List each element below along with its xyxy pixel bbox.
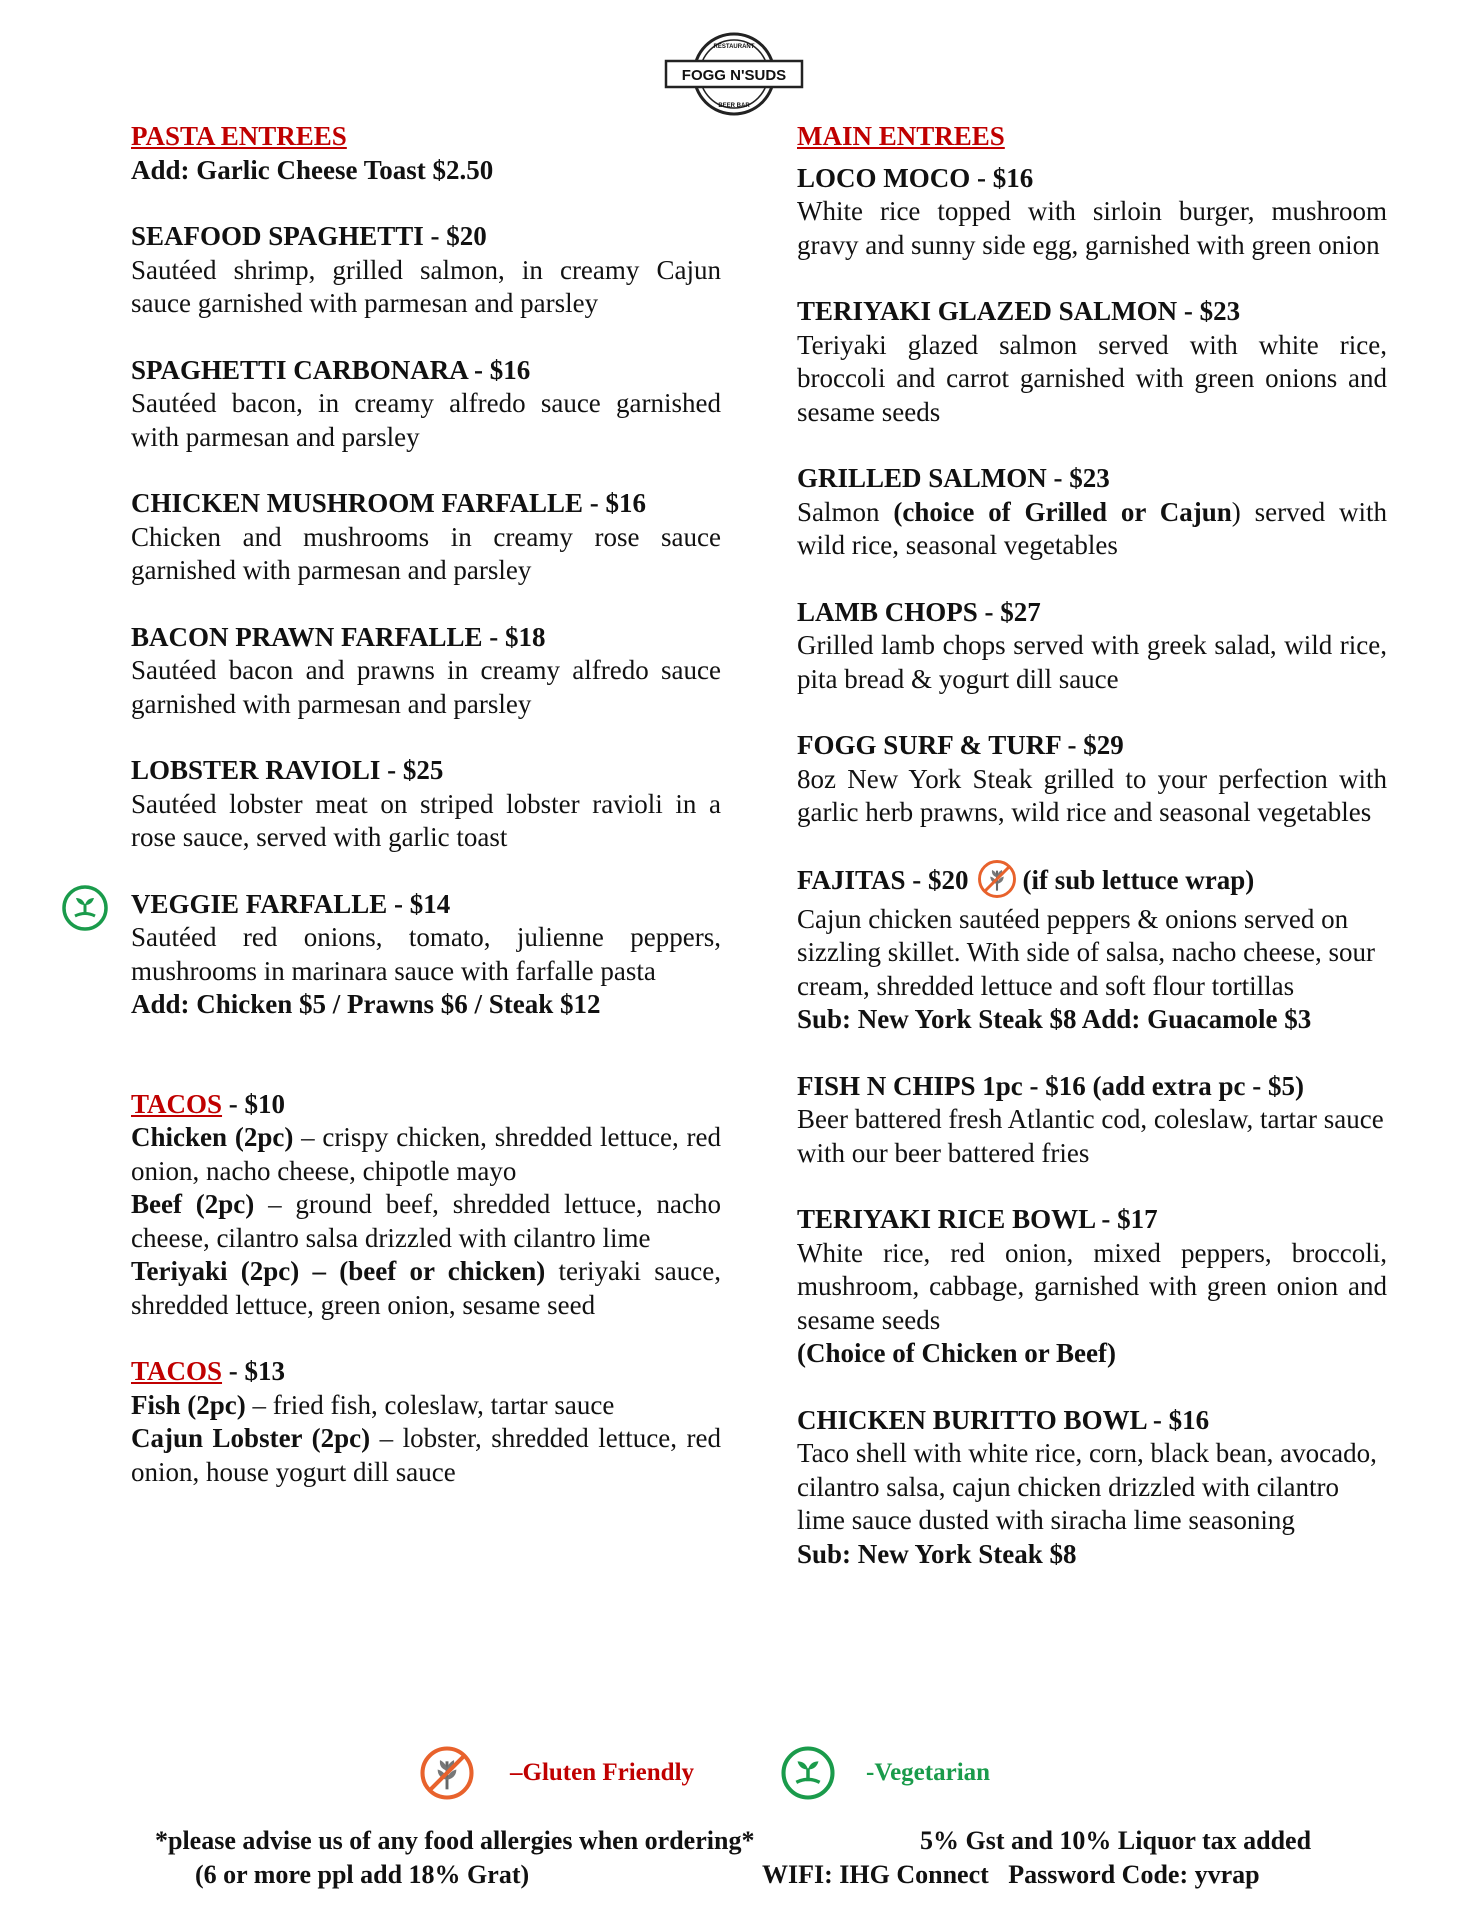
logo-name: FOGG N'SUDS [681,67,787,84]
item-description: Beer battered fresh Atlantic cod, coleslaw, tartar sauce with our beer battered fries [797,1104,1384,1168]
left-column [131,120,721,1522]
main-heading: MAIN ENTREES [797,121,1005,151]
taco-line [131,1389,721,1423]
menu-item-teriyaki-glazed-salmon [797,295,1387,429]
item-description: 8oz New York Steak grilled to your perfection with garlic herb prawns, wild rice and seasonal vegetables [797,763,1387,827]
taco-text: – ground beef, shredded lettuce, nacho cheese, cilantro salsa drizzled with cilantro lime [131,1189,721,1253]
taco-line [131,1255,721,1322]
tacos-price: - $10 [222,1088,286,1119]
menu-item-grilled-salmon [797,462,1387,563]
item-description: Teriyaki glazed salmon served with white rice, broccoli and carrot garnished with green onions and sesame seeds [797,329,1387,427]
menu-item-chicken-mushroom-farfalle [131,487,721,588]
item-description: Sautéed lobster meat on striped lobster ravioli in a rose sauce, served with garlic toast [131,788,721,852]
item-addon: Sub: New York Steak $8 Add: Guacamole $3 [797,1004,1312,1034]
item-title: LOBSTER RAVIOLI - $25 [131,755,444,785]
dietary-legend [0,1745,1484,1805]
item-description [797,496,1387,563]
item-title-row [797,863,1387,903]
gluten-friendly-icon [977,859,1017,899]
desc-part: ) served with wild rice, seasonal vegetables [797,496,1387,560]
item-title: LAMB CHOPS - $27 [797,596,1041,627]
taco-line [131,1188,721,1255]
menu-item-lamb-chops [797,596,1387,697]
item-title: FISH N CHIPS 1pc - $16 (add extra pc - $5) [797,1070,1304,1101]
pasta-section [131,120,721,187]
tacos-section-10 [131,1088,721,1323]
gratuity-notice: (6 or more ppl add 18% Grat) [195,1860,530,1889]
taco-line [131,1422,721,1489]
item-description: Cajun chicken sautéed peppers & onions served on sizzling skillet. With side of salsa, nacho cheese, sour cream, shredded lettuce and soft flour tortillas [797,903,1376,1001]
menu-item-spaghetti-carbonara [131,354,721,455]
item-description: White rice topped with sirloin burger, mushroom gravy and sunny side egg, garnished with green onion [797,196,1387,260]
tacos-heading: TACOS [131,1088,223,1119]
fogg-n-suds-logo [664,28,804,120]
taco-text: – lobster, shredded lettuce, red onion, house yogurt dill sauce [131,1423,721,1487]
tacos-section-13 [131,1355,721,1489]
item-title: CHICKEN MUSHROOM FARFALLE - $16 [131,488,646,518]
item-title: SPAGHETTI CARBONARA - $16 [131,354,531,385]
item-title: TERIYAKI GLAZED SALMON - $23 [797,296,1241,326]
item-description: Chicken and mushrooms in creamy rose sauce garnished with parmesan and parsley [131,521,721,585]
logo-bottom-arc: BEER BAR [718,103,750,109]
taco-name: Cajun Lobster (2pc) [131,1423,371,1453]
pasta-addon: Add: Garlic Cheese Toast $2.50 [131,154,494,185]
allergy-notice: *please advise us of any food allergies when ordering* [155,1826,755,1855]
taco-name: Teriyaki (2pc) – (beef or chicken) [131,1256,546,1286]
item-note: (if sub lettuce wrap) [1022,864,1255,895]
menu-item-veggie-farfalle [131,888,721,1022]
gluten-friendly-icon [419,1745,475,1801]
item-title: FAJITAS - $20 [797,864,969,895]
taco-name: Beef (2pc) [131,1189,255,1219]
taco-text: teriyaki sauce, shredded lettuce, green onion, sesame seed [131,1256,721,1320]
menu-item-teriyaki-rice-bowl [797,1203,1387,1371]
desc-part: Salmon [797,496,894,527]
desc-bold: (choice of Grilled or Cajun [893,496,1232,527]
menu-item-bacon-prawn-farfalle [131,621,721,722]
item-description: Sautéed shrimp, grilled salmon, in creamy Cajun sauce garnished with parmesan and parsley [131,254,721,318]
menu-item-lobster-ravioli [131,754,721,855]
item-description: White rice, red onion, mixed peppers, broccoli, mushroom, cabbage, garnished with green onion and sesame seeds [797,1237,1387,1335]
menu-item-seafood-spaghetti [131,220,721,321]
item-addon: Sub: New York Steak $8 [797,1538,1077,1569]
item-description: Sautéed red onions, tomato, julienne peppers, mushrooms in marinara sauce with farfalle pasta [131,922,721,986]
logo-top-arc: RESTAURANT [713,44,755,50]
vegetarian-icon [61,884,109,932]
item-title: VEGGIE FARFALLE - $14 [131,888,451,919]
taco-text: – fried fish, coleslaw, tartar sauce [245,1389,615,1420]
menu-item-loco-moco [797,162,1387,263]
item-description: Grilled lamb chops served with greek salad, wild rice, pita bread & yogurt dill sauce [797,630,1387,694]
item-title: CHICKEN BURITTO BOWL - $16 [797,1404,1210,1435]
item-title: FOGG SURF & TURF - $29 [797,730,1124,760]
right-column [797,120,1387,1604]
taco-name: Chicken (2pc) [131,1122,294,1152]
item-title: LOCO MOCO - $16 [797,162,1034,193]
item-description: Sautéed bacon and prawns in creamy alfredo sauce garnished with parmesan and parsley [131,655,721,719]
item-addon: (Choice of Chicken or Beef) [797,1338,1116,1368]
wifi-info: WIFI: IHG Connect Password Code: yvrap [762,1860,1260,1889]
tacos-price: - $13 [222,1356,286,1386]
item-title: GRILLED SALMON - $23 [797,463,1110,493]
item-title: TERIYAKI RICE BOWL - $17 [797,1204,1158,1234]
taco-line [131,1121,721,1188]
taco-text: – crispy chicken, shredded lettuce, red onion, nacho cheese, chipotle mayo [131,1122,721,1186]
item-addon: Add: Chicken $5 / Prawns $6 / Steak $12 [131,989,601,1019]
vegetarian-icon [780,1745,836,1801]
tacos-heading: TACOS [131,1356,223,1386]
taco-name: Fish (2pc) [131,1389,246,1420]
pasta-heading: PASTA ENTREES [131,121,347,151]
tax-notice: 5% Gst and 10% Liquor tax added [920,1826,1312,1855]
vegetarian-label: -Vegetarian [866,1759,991,1786]
menu-item-fajitas [797,863,1387,1037]
item-title: BACON PRAWN FARFALLE - $18 [131,621,546,652]
item-description: Taco shell with white rice, corn, black bean, avocado, cilantro salsa, cajun chicken drizzled with cilantro lime sauce dusted with siracha lime seasoning [797,1438,1377,1535]
item-description: Sautéed bacon, in creamy alfredo sauce garnished with parmesan and parsley [131,388,721,452]
gluten-friendly-label: –Gluten Friendly [510,1759,695,1786]
menu-item-fogg-surf-turf [797,729,1387,830]
menu-item-fish-n-chips [797,1070,1387,1171]
menu-item-chicken-burrito-bowl [797,1404,1387,1572]
item-title: SEAFOOD SPAGHETTI - $20 [131,221,487,251]
